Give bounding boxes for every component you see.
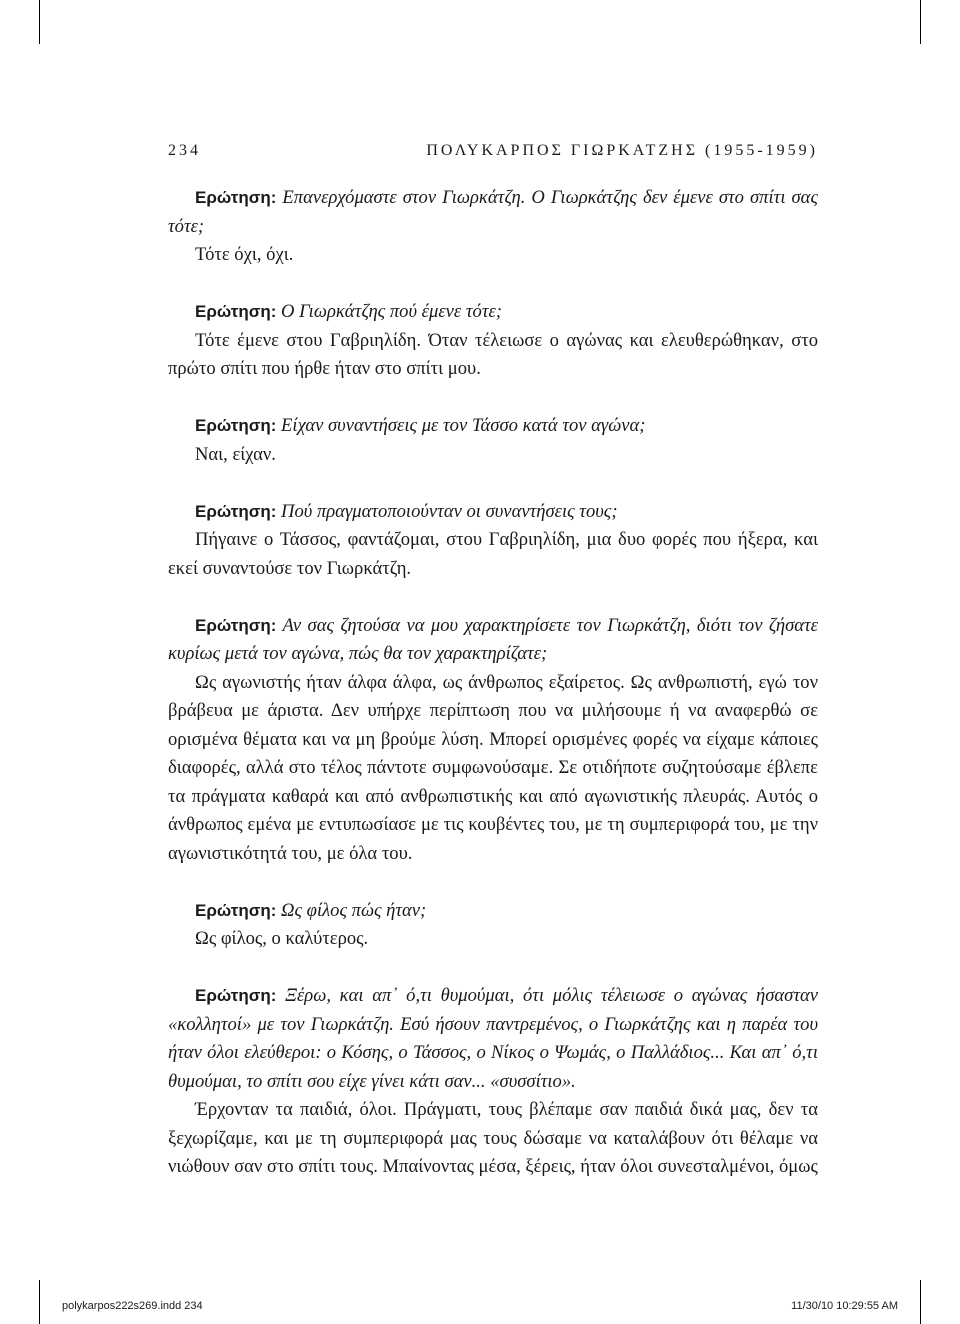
- qa-block: [168, 982, 818, 1182]
- question-text: Πού πραγματοποιούνταν οι συναντήσεις τους;: [276, 500, 618, 522]
- qa-block: [168, 612, 818, 869]
- page-number: 234: [168, 142, 201, 159]
- qa-block: [168, 498, 818, 584]
- question-label: Ερώτηση:: [195, 615, 277, 635]
- qa-block: [168, 412, 818, 469]
- question-label: Ερώτηση:: [195, 416, 277, 435]
- crop-mark-top-right: [920, 0, 921, 44]
- question-label: Ερώτηση:: [195, 501, 277, 521]
- question-text: Αν σας ζητούσα να μου χαρακτηρίσετε τον Γιωρκάτζη, διότι τον ζήσατε κυρίως μετά τον αγώνα, πώς θα τον χαρακτηρίζατε;: [168, 614, 818, 664]
- question-label: Ερώτηση:: [195, 302, 277, 321]
- answer: Ως αγωνιστής ήταν άλφα άλφα, ως άνθρωπος εξαίρετος. Ως ανθρωπιστή, εγώ τον βράβευα με άριστα. Δεν υπήρχε περίπτωση που να μιλήσουμε ή να αναφερθώ σε ορισμένα θέματα και να μη βρούμε λύση. Μπορεί ορισμένες φορές να είχαμε κάποιες διαφορές, αλλά στο τέλος πάντοτε συμφωνούσαμε. Σε οτιδήποτε συζητούσαμε έβλεπε τα πράγματα καθαρά και από ανθρωπιστικής και από αγωνιστικής πλευράς. Αυτός ο άνθρωπος εμένα με εντυπωσίασε με τις κουβέντες του, με τη συμπεριφορά του, με την αγωνιστικότητά του, με όλα του.: [168, 671, 818, 864]
- qa-block: [168, 184, 818, 270]
- question: [168, 897, 818, 926]
- answer: Ως φίλος, ο καλύτερος.: [195, 928, 369, 949]
- answer: Ναι, είχαν.: [195, 443, 276, 465]
- slug-datetime: 11/30/10 10:29:55 AM: [791, 1300, 898, 1312]
- slug-filename: polykarpos222s269.indd 234: [62, 1300, 203, 1312]
- question: [168, 982, 818, 1096]
- page-body: [168, 184, 818, 1210]
- question-text: Επανερχόμαστε στον Γιωρκάτζη. Ο Γιωρκάτζης δεν έμενε στο σπίτι σας τότε;: [168, 187, 818, 237]
- question: [168, 612, 818, 669]
- question-text: Ξέρω, και απ᾽ ό,τι θυμούμαι, ότι μόλις τέλειωσε ο αγώνας ήσασταν «κολλητοί» με τον Γιωρκάτζη. Εσύ ήσουν παντρεμένος, ο Γιωρκάτζης και η παρέα του ήταν όλοι ελεύθεροι: ο Κόσης, ο Τάσσος, ο Νίκος ο Ψωμάς, ο Παλλάδιος... Και απ᾽ ό,τι θυμούμαι, το σπίτι σου είχε γίνει κάτι σαν... «συσσίτιο».: [168, 985, 818, 1092]
- answer: Πήγαινε ο Τάσσος, φαντάζομαι, στου Γαβριηλίδη, μια δυο φορές που ήξερα, και εκεί συναντούσε τον Γιωρκάτζη.: [168, 529, 818, 579]
- question: [168, 498, 818, 527]
- question-label: Ερώτηση:: [195, 188, 277, 207]
- question-text: Ο Γιωρκάτζης πού έμενε τότε;: [276, 301, 503, 322]
- question-text: Είχαν συναντήσεις με τον Τάσσο κατά τον αγώνα;: [276, 415, 646, 436]
- print-slug: [0, 1300, 960, 1316]
- answer: Έρχονταν τα παιδιά, όλοι. Πράγματι, τους βλέπαμε σαν παιδιά δικά μας, δεν τα ξεχωρίζαμε, και με τη συμπεριφορά μας τους δώσαμε να καταλάβουν ότι θέλαμε να νιώθουν σαν στο σπίτι τους. Μπαίνοντας μέσα, ξέρεις, ήταν όλοι συνεσταλμένοι, όμως: [168, 1099, 818, 1177]
- qa-block: [168, 897, 818, 954]
- question-label: Ερώτηση:: [195, 900, 277, 920]
- running-header: [168, 142, 818, 160]
- answer: Τότε έμενε στου Γαβριηλίδη. Όταν τέλειωσε ο αγώνας και ελευθερώθηκαν, στο πρώτο σπίτι που ήρθε ήταν στο σπίτι μου.: [168, 329, 818, 379]
- answer: Τότε όχι, όχι.: [195, 244, 294, 265]
- question-label: Ερώτηση:: [195, 986, 277, 1005]
- qa-block: [168, 298, 818, 384]
- question: [168, 412, 818, 441]
- question-text: Ως φίλος πώς ήταν;: [276, 899, 427, 921]
- running-title: ΠΟΛΥΚΑΡΠΟΣ ΓΙΩΡΚΑΤΖΗΣ (1955-1959): [426, 142, 818, 159]
- crop-mark-top-left: [39, 0, 40, 44]
- question: [168, 184, 818, 241]
- question: [168, 298, 818, 327]
